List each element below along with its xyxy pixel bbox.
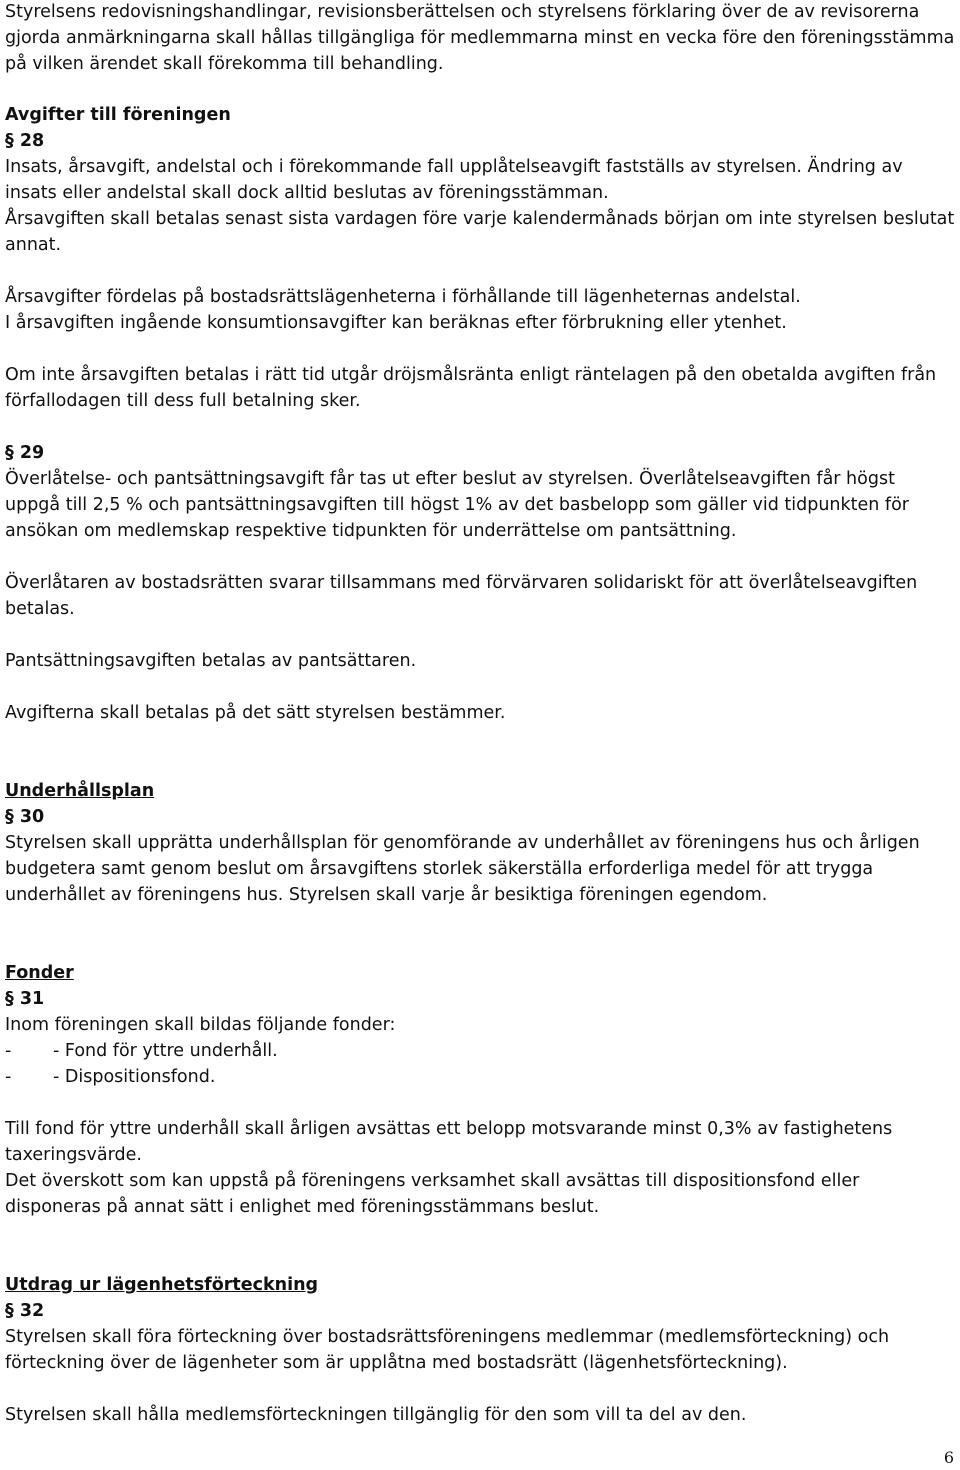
paragraph-number-31: § 31 xyxy=(5,989,45,1009)
page-number: 6 xyxy=(943,1448,954,1467)
s29-paragraph-1: Överlåtelse- och pantsättningsavgift får tas ut efter beslut av styrelsen. Överlåtelseavgiften får högst uppgå till 2,5 % och pantsättningsavgiften till högst 1% av det basbelopp som gäller vid tidpunkten för ansökan om medlemskap respektive tidpunkten för underrättelse om pantsättning. xyxy=(5,469,909,541)
section-heading-avgifter: Avgifter till föreningen xyxy=(5,105,231,125)
s28-paragraph-3a: Årsavgifter fördelas på bostadsrättslägenheterna i förhållande till lägenheternas andelstal. xyxy=(5,287,801,307)
document-page xyxy=(5,0,955,1428)
intro-paragraph: Styrelsens redovisningshandlingar, revisionsberättelsen och styrelsens förklaring över de av revisorerna gjorda anmärkningarna skall hållas tillgängliga för medlemmarna minst en vecka före den föreningsstämma på vilken ärendet skall förekomma till behandling. xyxy=(5,2,955,74)
s31-paragraph-1: Till fond för yttre underhåll skall årligen avsättas ett belopp motsvarande minst 0,3% av fastighetens taxeringsvärde. xyxy=(5,1119,893,1165)
s29-paragraph-2: Överlåtaren av bostadsrätten svarar tillsammans med förvärvaren solidariskt för att överlåtelseavgiften betalas. xyxy=(5,573,918,619)
s29-paragraph-3: Pantsättningsavgiften betalas av pantsättaren. xyxy=(5,651,417,671)
s28-paragraph-1: Insats, årsavgift, andelstal och i förekommande fall upplåtelseavgift fastställs av styrelsen. Ändring av insats eller andelstal skall dock alltid beslutas av föreningsstämman. xyxy=(5,157,903,203)
section-heading-underhallsplan: Underhållsplan xyxy=(5,781,155,801)
paragraph-number-30: § 30 xyxy=(5,807,45,827)
s32-paragraph-1: Styrelsen skall föra förteckning över bostadsrättsföreningens medlemmar (medlemsförteckning) och förteckning över de lägenheter som är upplåtna med bostadsrätt (lägenhetsförteckning). xyxy=(5,1327,890,1373)
s28-paragraph-2: Årsavgiften skall betalas senast sista vardagen före varje kalendermånads början om inte styrelsen beslutat annat. xyxy=(5,209,955,255)
section-heading-utdrag: Utdrag ur lägenhetsförteckning xyxy=(5,1275,319,1295)
s31-paragraph-2: Det överskott som kan uppstå på föreningens verksamhet skall avsättas till dispositionsfond eller disponeras på annat sätt i enlighet med föreningsstämmans beslut. xyxy=(5,1171,860,1217)
list-item-text: - Dispositionsfond. xyxy=(53,1067,216,1087)
list-dash: - xyxy=(5,1041,12,1061)
list-item-text: - Fond för yttre underhåll. xyxy=(53,1041,278,1061)
paragraph-number-32: § 32 xyxy=(5,1301,45,1321)
s32-paragraph-2: Styrelsen skall hålla medlemsförteckningen tillgänglig för den som vill ta del av den. xyxy=(5,1405,747,1425)
list-item xyxy=(5,1038,955,1064)
list-dash: - xyxy=(5,1067,12,1087)
paragraph-number-28: § 28 xyxy=(5,131,45,151)
s31-intro: Inom föreningen skall bildas följande fonder: xyxy=(5,1015,396,1035)
s29-paragraph-4: Avgifterna skall betalas på det sätt styrelsen bestämmer. xyxy=(5,703,506,723)
s30-paragraph-1: Styrelsen skall upprätta underhållsplan för genomförande av underhållet av föreningens hus och årligen budgetera samt genom beslut om årsavgiftens storlek säkerställa erforderliga medel för att trygga underhållet av föreningens hus. Styrelsen skall varje år besiktiga föreningen egendom. xyxy=(5,833,920,905)
section-heading-fonder: Fonder xyxy=(5,963,74,983)
s28-paragraph-3b: I årsavgiften ingående konsumtionsavgifter kan beräknas efter förbrukning eller ytenhet. xyxy=(5,313,787,333)
s28-paragraph-4: Om inte årsavgiften betalas i rätt tid utgår dröjsmålsränta enligt räntelagen på den obetalda avgiften från förfallodagen till dess full betalning sker. xyxy=(5,365,937,411)
list-item xyxy=(5,1064,955,1090)
paragraph-number-29: § 29 xyxy=(5,443,45,463)
